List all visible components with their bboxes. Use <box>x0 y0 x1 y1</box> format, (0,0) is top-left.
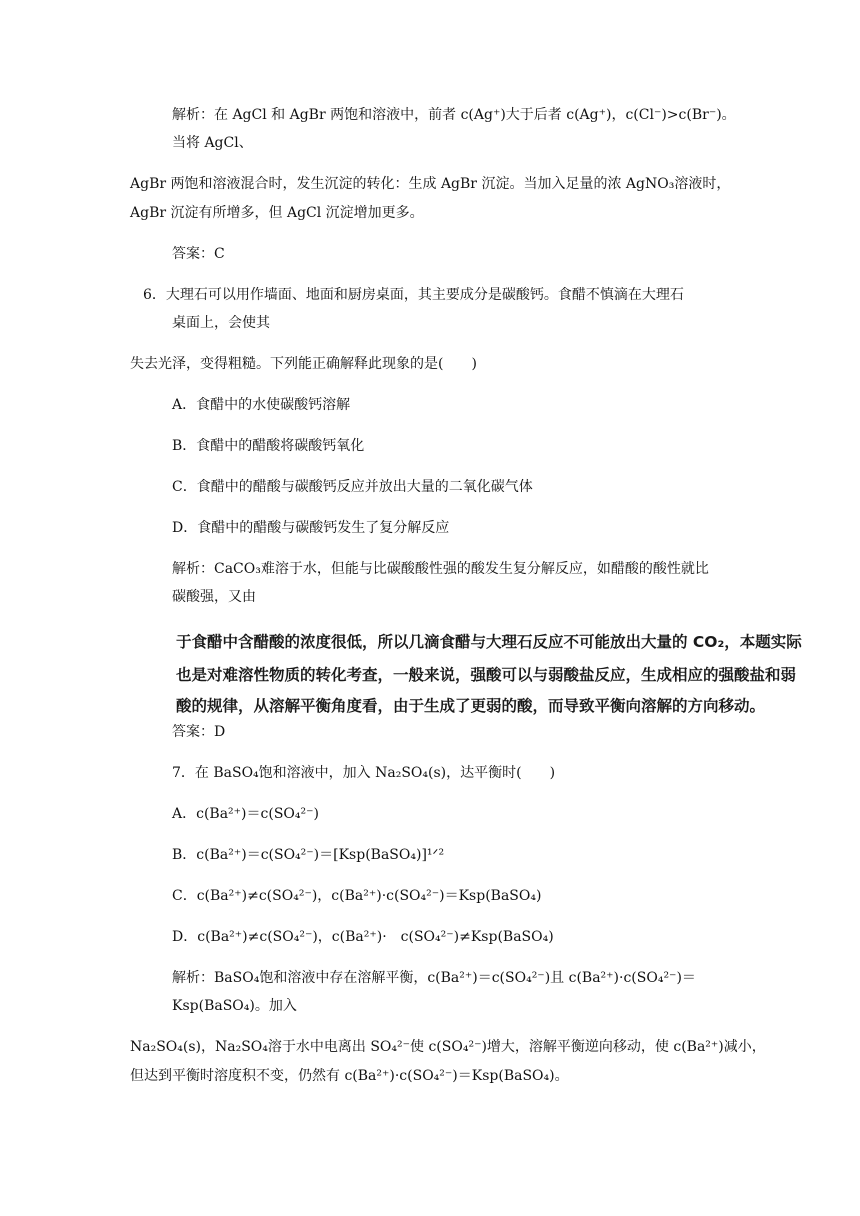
explanation-text: AgBr 两饱和溶液混合时，发生沉淀的转化：生成 AgBr 沉淀。当加入足量的浓 AgNO₃溶液时， <box>130 176 731 192</box>
explanation-text: 解析：在 AgCl 和 AgBr 两饱和溶液中，前者 c(Ag⁺)大于后者 c(Ag⁺)，c(Cl⁻)>c(Br⁻)。 <box>172 107 736 123</box>
explanation-bold-text: 于食醋中含醋酸的浓度很低，所以几滴食醋与大理石反应不可能放出大量的 CO₂，本题实际 <box>176 633 802 651</box>
question-7-stem: 7．在 BaSO₄饱和溶液中，加入 Na₂SO₄(s)，达平衡时( ) <box>172 765 556 781</box>
explanation-text: Ksp(BaSO₄)。加入 <box>172 998 297 1014</box>
explanation-text: 但达到平衡时溶度积不变，仍然有 c(Ba²⁺)·c(SO₄²⁻)＝Ksp(BaSO₄)。 <box>130 1068 569 1084</box>
explanation-bold-text: 也是对难溶性物质的转化考查，一般来说，强酸可以与弱酸盐反应，生成相应的强酸盐和弱 <box>176 666 797 684</box>
answer-label: 答案：D <box>172 724 226 740</box>
option-b: B．c(Ba²⁺)＝c(SO₄²⁻)＝[Ksp(BaSO₄)]¹ᐟ² <box>172 847 445 863</box>
answer-label: 答案：C <box>172 246 225 262</box>
explanation-text: 解析：CaCO₃难溶于水，但能与比碳酸酸性强的酸发生复分解反应，如醋酸的酸性就比 <box>172 561 709 577</box>
explanation-text: 当将 AgCl、 <box>172 135 253 151</box>
question-6-stem: 失去光泽，变得粗糙。下列能正确解释此现象的是( ) <box>130 356 477 372</box>
option-d: D．食醋中的醋酸与碳酸钙发生了复分解反应 <box>172 520 450 536</box>
option-a: A．食醋中的水使碳酸钙溶解 <box>172 397 351 413</box>
question-6-stem: 6．大理石可以用作墙面、地面和厨房桌面，其主要成分是碳酸钙。食醋不慎滴在大理石 <box>143 287 684 303</box>
option-c: C．食醋中的醋酸与碳酸钙反应并放出大量的二氧化碳气体 <box>172 479 533 495</box>
option-b: B．食醋中的醋酸将碳酸钙氧化 <box>172 438 365 454</box>
explanation-text: 碳酸强，又由 <box>172 589 256 605</box>
explanation-text: 解析：BaSO₄饱和溶液中存在溶解平衡，c(Ba²⁺)＝c(SO₄²⁻)且 c(Ba²⁺)·c(SO₄²⁻)＝ <box>172 970 696 986</box>
explanation-text: Na₂SO₄(s)，Na₂SO₄溶于水中电离出 SO₄²⁻使 c(SO₄²⁻)增大，溶解平衡逆向移动，使 c(Ba²⁺)减小， <box>130 1039 766 1055</box>
explanation-bold-text: 酸的规律，从溶解平衡角度看，由于生成了更弱的酸，而导致平衡向溶解的方向移动。 <box>176 697 766 715</box>
explanation-text: AgBr 沉淀有所增多，但 AgCl 沉淀增加更多。 <box>130 205 424 221</box>
option-d: D．c(Ba²⁺)≠c(SO₄²⁻)，c(Ba²⁺)· c(SO₄²⁻)≠Ksp(BaSO₄) <box>172 929 554 945</box>
option-c: C．c(Ba²⁺)≠c(SO₄²⁻)，c(Ba²⁺)·c(SO₄²⁻)＝Ksp(BaSO₄) <box>172 888 542 904</box>
question-6-stem: 桌面上，会使其 <box>172 315 270 331</box>
option-a: A．c(Ba²⁺)＝c(SO₄²⁻) <box>172 806 319 822</box>
